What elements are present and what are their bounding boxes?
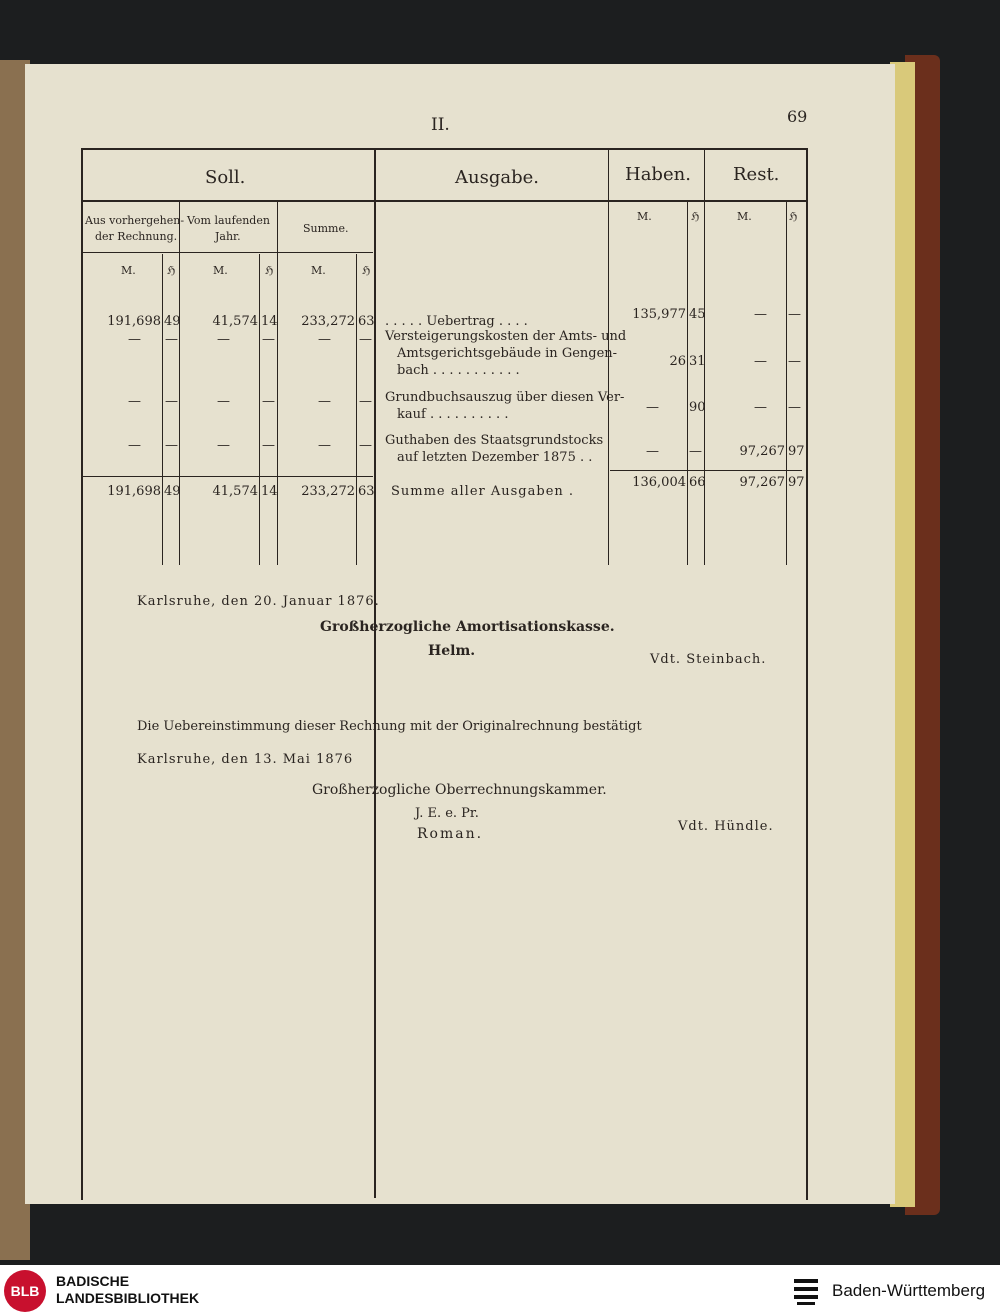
table-cell: 233,272 [301,314,355,329]
header-aus-vorherg-1: Aus vorhergehen- [85,214,185,227]
row-description: Guthaben des Staatsgrundstocks [385,433,604,448]
library-name[interactable] [56,1273,199,1307]
total-cell: 136,004 [632,475,686,490]
row-description: . . . . . Uebertrag . . . . [385,314,528,329]
authority: Großherzogliche Oberrechnungskammer. [312,782,607,798]
library-name-line2: LANDESBIBLIOTHEK [56,1290,200,1306]
col-line-r-pf [786,202,787,565]
table-cell: 97 [788,444,805,459]
table-cell: — [318,394,331,409]
table-cell: — [262,332,275,347]
table-cell: 191,698 [107,314,161,329]
pf-mark: ℌ [167,264,176,277]
table-cell: 31 [689,354,706,369]
table-cell: 97,267 [739,444,785,459]
table-cell: — [689,444,702,459]
confirmation: Die Uebereinstimmung dieser Rechnung mit der Originalrechnung bestätigt [137,719,642,734]
authority: Großherzogliche Amortisationskasse. [320,619,615,635]
row-description: kauf . . . . . . . . . . [397,407,509,422]
footer-bar [0,1265,1000,1316]
signer: Roman. [417,826,484,842]
col-line-a [179,202,180,565]
total-cell: 191,698 [107,484,161,499]
unit-mark: M. [311,264,326,277]
table-cell: — [217,394,230,409]
table-cell: — [262,394,275,409]
table-cell: — [788,307,801,322]
unit-mark: M. [637,210,652,223]
place-date: Karlsruhe, den 20. Januar 1876. [137,594,380,609]
header-rule [81,200,808,202]
col-line-h-pf [687,202,688,565]
vdt: Vdt. Hündle. [678,819,774,834]
unit-mark: M. [121,264,136,277]
table-cell: — [128,332,141,347]
section-heading: II. [431,115,450,135]
vdt: Vdt. Steinbach. [650,652,767,667]
table-cell: 90 [689,400,706,415]
table-cell: — [754,400,767,415]
header-vom-laufenden-2: Jahr. [215,230,241,243]
header-aus-vorherg-2: der Rechnung. [95,230,178,243]
col-line-c-pf [356,254,357,565]
total-description: Summe aller Ausgaben . [391,484,575,499]
header-haben: Haben. [625,164,691,185]
row-description: Amtsgerichtsgebäude in Gengen- [397,346,618,361]
total-cell: 49 [164,484,181,499]
row-description: bach . . . . . . . . . . . [397,363,520,378]
table-cell: 135,977 [632,307,686,322]
table-cell: 26 [669,354,686,369]
table-cell: 45 [689,307,706,322]
row-description: Grundbuchsauszug über diesen Ver- [385,390,625,405]
page-number: 69 [787,107,808,126]
table-cell: — [217,332,230,347]
total-rule-right [610,470,802,471]
row-description: Versteigerungskosten der Amts- und [385,329,627,344]
pf-mark: ℌ [691,210,700,223]
col-line-soll [374,150,376,1198]
table-frame [81,148,808,1200]
blb-logo[interactable]: BLB [4,1270,46,1312]
table-cell: 49 [164,314,181,329]
table-cell: — [165,438,178,453]
table-cell: — [165,394,178,409]
header-soll: Soll. [205,167,246,188]
table-cell: — [359,394,372,409]
header-vom-laufenden-1: Vom laufenden [187,214,270,227]
subheader-rule [81,252,373,253]
total-cell: 97 [788,475,805,490]
table-cell: — [359,438,372,453]
total-rule-left [81,476,373,477]
table-cell: — [646,444,659,459]
signer: Helm. [428,643,476,659]
state-name[interactable]: Baden-Württemberg [832,1281,986,1300]
unit-mark: M. [737,210,752,223]
table-cell: — [754,307,767,322]
table-cell: — [788,354,801,369]
col-line-b-pf [259,254,260,565]
library-name-line1: BADISCHE [56,1273,130,1289]
header-summe: Summe. [303,222,349,235]
table-cell: 41,574 [212,314,258,329]
total-cell: 41,574 [212,484,258,499]
row-description: auf letzten Dezember 1875 . . [397,450,593,465]
table-cell: — [754,354,767,369]
table-cell: — [318,332,331,347]
col-line-b [277,202,278,565]
table-cell: — [359,332,372,347]
pf-mark: ℌ [789,210,798,223]
table-cell: — [165,332,178,347]
table-cell: — [217,438,230,453]
pf-mark: ℌ [265,264,274,277]
unit-mark: M. [213,264,228,277]
total-cell: 63 [358,484,375,499]
table-cell: 63 [358,314,375,329]
header-rest: Rest. [733,164,780,185]
table-cell: — [646,400,659,415]
total-cell: 14 [261,484,278,499]
table-cell: 14 [261,314,278,329]
place-date: Karlsruhe, den 13. Mai 1876 [137,752,354,767]
table-cell: — [318,438,331,453]
total-cell: 97,267 [739,475,785,490]
col-line-a-pf [162,254,163,565]
table-cell: — [262,438,275,453]
header-ausgabe: Ausgabe. [455,167,539,188]
table-cell: — [128,394,141,409]
table-cell: — [128,438,141,453]
total-cell: 233,272 [301,484,355,499]
total-cell: 66 [689,475,706,490]
page [25,64,895,1204]
signer-title: J. E. e. Pr. [415,806,479,821]
pf-mark: ℌ [362,264,371,277]
baden-wuerttemberg-emblem-icon [792,1275,820,1307]
table-cell: — [788,400,801,415]
